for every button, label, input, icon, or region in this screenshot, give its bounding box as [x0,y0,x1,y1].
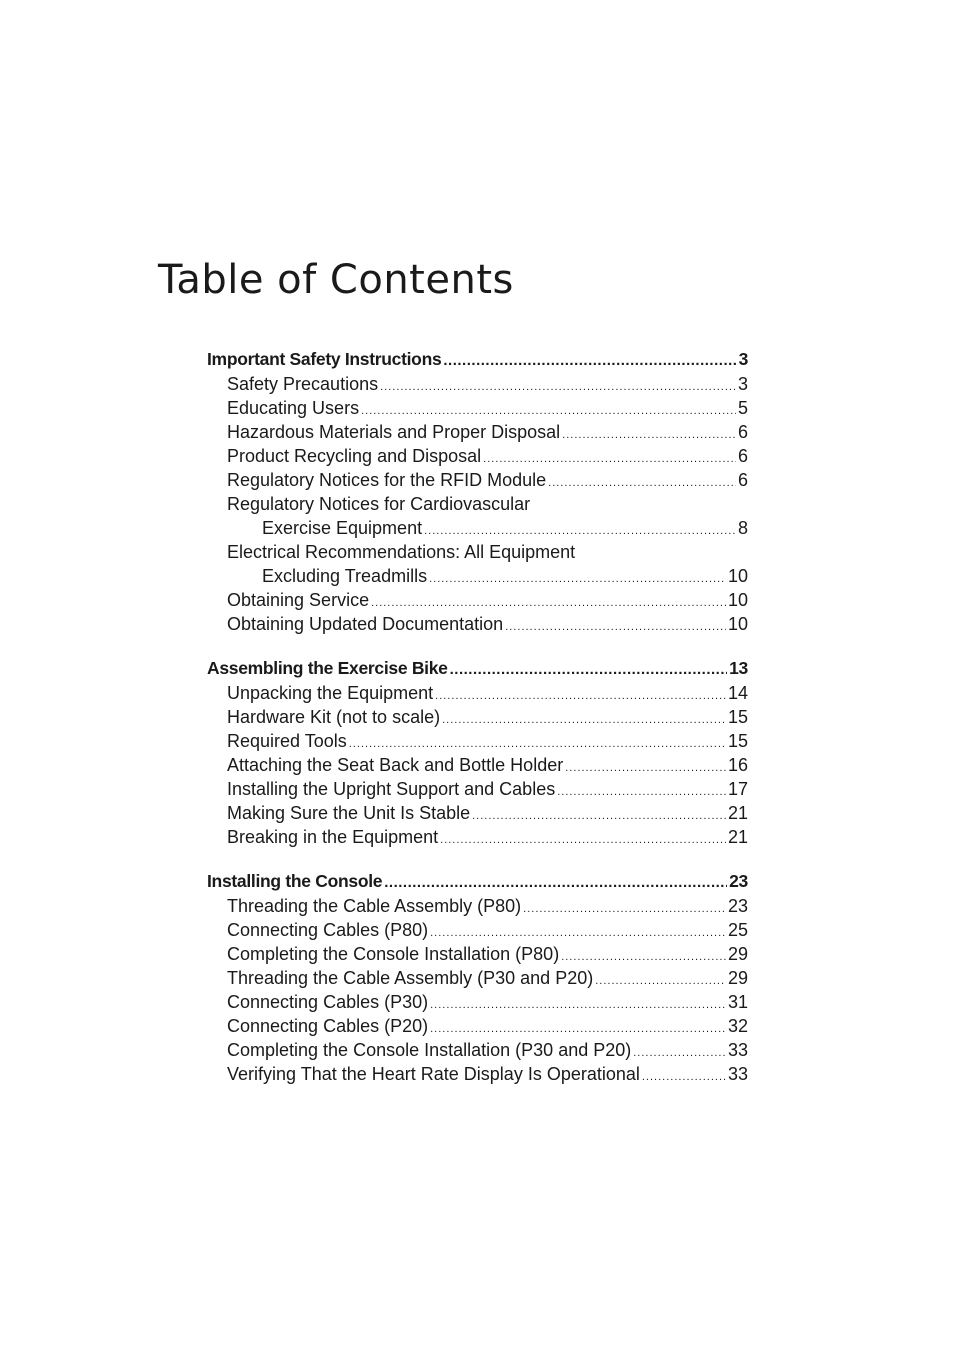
dot-leader [548,471,736,495]
toc-entry[interactable] [207,990,748,1014]
dot-leader [633,1041,726,1065]
toc-entry[interactable] [207,942,748,966]
toc-page-number: 32 [727,1016,748,1036]
toc-page-number: 5 [737,398,748,418]
toc-page-number: 15 [727,707,748,727]
dot-leader [562,423,736,447]
toc-heading[interactable] [207,655,748,681]
toc-entry[interactable] [207,729,748,753]
dot-leader [384,870,727,896]
toc-entry[interactable] [207,444,748,468]
toc-entry-label: Connecting Cables (P80) [227,920,429,940]
toc-entry-label: Connecting Cables (P30) [227,992,429,1012]
toc-entry-label: Verifying That the Heart Rate Display Is Operational [227,1064,640,1084]
toc-entry-label: Hazardous Materials and Proper Disposal [227,422,561,442]
toc-entry-label: Attaching the Seat Back and Bottle Holder [227,755,564,775]
toc-entry-label: Safety Precautions [227,374,379,394]
toc-entry[interactable] [207,894,748,918]
toc-entry[interactable] [207,468,748,492]
toc-entry[interactable] [207,396,748,420]
page-title: Table of Contents [158,257,514,303]
toc-entry-label: Making Sure the Unit Is Stable [227,803,471,823]
toc-page-number: 23 [729,871,748,891]
toc-page-number: 8 [737,518,748,538]
toc-entry[interactable] [207,705,748,729]
toc-page-number: 6 [737,422,748,442]
toc-page-number: 6 [737,470,748,490]
toc-page-number: 21 [727,803,748,823]
toc-entry[interactable] [207,588,748,612]
toc-page-number: 25 [727,920,748,940]
toc-heading[interactable] [207,868,748,894]
table-of-contents [207,346,748,1086]
toc-section-assembly [207,655,748,849]
toc-entry[interactable] [207,801,748,825]
toc-entry-label: Regulatory Notices for Cardiovascular [227,494,531,514]
toc-entry[interactable] [207,1014,748,1038]
toc-page-number: 33 [727,1064,748,1084]
toc-entry-label: Product Recycling and Disposal [227,446,482,466]
toc-entry-label: Required Tools [227,731,347,751]
dot-leader [557,780,726,804]
toc-entry[interactable] [207,753,748,777]
toc-page-number: 3 [738,349,748,369]
dot-leader [472,804,726,828]
dot-leader [642,1065,726,1089]
toc-page-number: 33 [727,1040,748,1060]
dot-leader [442,708,726,732]
toc-entry-label: Threading the Cable Assembly (P30 and P20) [227,968,594,988]
dot-leader [523,897,726,921]
toc-heading-label: Installing the Console [207,871,383,891]
toc-entry[interactable] [207,966,748,990]
dot-leader [440,828,726,852]
toc-page-number: 21 [727,827,748,847]
toc-entry[interactable] [207,681,748,705]
toc-entry-label: Completing the Console Installation (P80) [227,944,560,964]
toc-entry[interactable] [207,372,748,396]
toc-entry-label: Electrical Recommendations: All Equipment [227,542,576,562]
toc-page-number: 23 [727,896,748,916]
dot-leader [443,348,736,374]
dot-leader [429,567,726,591]
toc-heading[interactable] [207,346,748,372]
toc-page-number: 13 [729,658,748,678]
toc-page-number: 16 [727,755,748,775]
toc-page-number: 10 [727,590,748,610]
toc-entry-first-line[interactable] [207,492,748,516]
toc-entry-label: Breaking in the Equipment [227,827,439,847]
toc-heading-label: Assembling the Exercise Bike [207,658,448,678]
toc-entry-label: Educating Users [227,398,360,418]
toc-page-number: 10 [727,614,748,634]
toc-page-number: 15 [727,731,748,751]
toc-entry-label: Exercise Equipment [262,518,423,538]
toc-entry-label: Unpacking the Equipment [227,683,434,703]
toc-entry-first-line[interactable] [207,540,748,564]
toc-section-console [207,868,748,1086]
dot-leader [595,969,726,993]
dot-leader [565,756,726,780]
toc-entry[interactable] [207,918,748,942]
dot-leader [505,615,726,639]
toc-entry-label: Connecting Cables (P20) [227,1016,429,1036]
toc-page-number: 14 [727,683,748,703]
toc-page-number: 10 [727,566,748,586]
toc-entry-label: Installing the Upright Support and Cables [227,779,556,799]
toc-entry[interactable] [207,612,748,636]
toc-page-number: 31 [727,992,748,1012]
toc-page-number: 29 [727,968,748,988]
toc-entry-label: Hardware Kit (not to scale) [227,707,441,727]
toc-entry-continuation[interactable] [207,564,748,588]
dot-leader [450,657,728,683]
toc-entry[interactable] [207,420,748,444]
toc-section-safety [207,346,748,636]
toc-entry-label: Obtaining Updated Documentation [227,614,504,634]
toc-entry[interactable] [207,1038,748,1062]
toc-page-number: 6 [737,446,748,466]
toc-entry-label: Excluding Treadmills [262,566,428,586]
toc-entry[interactable] [207,1062,748,1086]
toc-page-number: 3 [737,374,748,394]
dot-leader [430,993,726,1017]
toc-entry-label: Regulatory Notices for the RFID Module [227,470,547,490]
toc-entry-label: Completing the Console Installation (P30 and P20) [227,1040,632,1060]
toc-entry[interactable] [207,825,748,849]
toc-heading-label: Important Safety Instructions [207,349,442,369]
toc-entry-label: Obtaining Service [227,590,370,610]
toc-page-number: 17 [727,779,748,799]
dot-leader [380,375,736,399]
toc-page-number: 29 [727,944,748,964]
toc-entry-continuation[interactable] [207,516,748,540]
toc-entry-label: Threading the Cable Assembly (P80) [227,896,522,916]
toc-entry[interactable] [207,777,748,801]
dot-leader [435,684,726,708]
